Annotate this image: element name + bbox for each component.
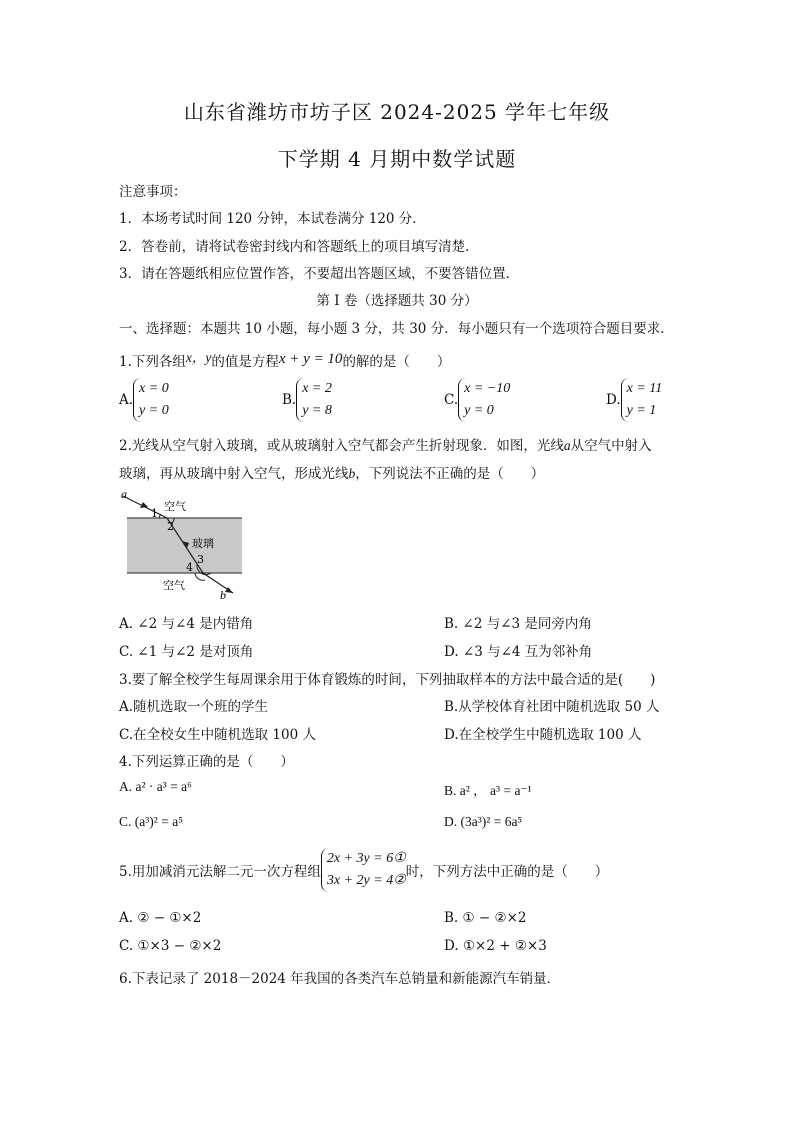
label-glass: 玻璃 [192, 537, 214, 550]
label-air-top: 空气 [164, 500, 186, 513]
q1-option-b[interactable]: B. x = 2 y = 8 [282, 378, 332, 422]
q3-option-d[interactable]: D.在全校学生中随机选取 100 人 [444, 727, 642, 743]
q5-option-a[interactable]: A. ② − ①×2 [119, 910, 202, 926]
notice-item-2: 2．答卷前，请将试卷密封线内和答题纸上的项目填写清楚． [119, 239, 479, 255]
q4-option-c[interactable]: C. (a³)² = a⁵ [119, 814, 183, 829]
q1-stem [119, 346, 450, 370]
q2-option-b[interactable]: B. ∠2 与∠3 是同旁内角 [444, 616, 592, 632]
q1-vars: x，y [185, 350, 212, 365]
q1-option-a[interactable]: A. x = 0 y = 0 [119, 378, 169, 422]
label-angle1: 1 [151, 507, 158, 520]
q2-stem-line2: 玻璃，再从玻璃中射入空气，形成光线b，下列说法不正确的是（ ） [119, 466, 545, 482]
label-angle2: 2 [167, 520, 174, 533]
notice-item-1: 1．本场考试时间 120 分钟，本试卷满分 120 分． [119, 211, 426, 227]
q1-stem-b: 的值是方程 [211, 354, 279, 370]
label-a: a [121, 488, 127, 501]
q5-option-d[interactable]: D. ①×2 + ②×3 [444, 938, 547, 954]
section-instruction: 一、选择题：本题共 10 小题，每小题 3 分，共 30 分．每小题只有一个选项符合题目要求． [119, 321, 674, 337]
q3-stem: 3.要了解全校学生每周课余用于体育锻炼的时间，下列抽取样本的方法中最合适的是( ) [119, 672, 656, 688]
q2-option-d[interactable]: D. ∠3 与∠4 互为邻补角 [444, 644, 593, 660]
label-b: b [220, 588, 226, 602]
q4-option-d[interactable]: D. (3a³)² = 6a⁵ [444, 814, 523, 829]
section-heading: 第 I 卷（选择题共 30 分） [316, 293, 478, 309]
notice-item-3: 3．请在答题纸相应位置作答，不要超出答题区域，不要答错位置． [119, 266, 520, 282]
q2-option-a[interactable]: A. ∠2 与∠4 是内错角 [119, 616, 254, 632]
refraction-figure [115, 488, 245, 603]
q5-option-b[interactable]: B. ① − ②×2 [444, 910, 527, 926]
label-angle3: 3 [197, 553, 204, 566]
q1-stem-c: 的解的是（ ） [342, 354, 451, 370]
q1-option-c[interactable]: C. x = −10 y = 0 [444, 378, 510, 422]
q3-option-a[interactable]: A.随机选取一个班的学生 [119, 699, 269, 715]
doc-title-line1: 山东省潍坊市坊子区 2024-2025 学年七年级 [183, 100, 611, 124]
notice-heading: 注意事项： [119, 184, 187, 200]
q1-equation: x + y = 10 [278, 351, 343, 367]
q2-option-c[interactable]: C. ∠1 与∠2 是对顶角 [119, 644, 254, 660]
q4-option-a[interactable]: A. a² · a³ = a⁶ [119, 779, 192, 794]
q4-stem: 4.下列运算正确的是（ ） [119, 754, 294, 770]
label-angle4: 4 [186, 561, 193, 574]
q6-stem: 6.下表记录了 2018－2024 年我国的各类汽车总销量和新能源汽车销量． [119, 971, 561, 987]
q3-option-b[interactable]: B.从学校体育社团中随机选取 50 人 [444, 699, 660, 715]
q5-stem: 5.用加减消元法解二元一次方程组 2x + 3y = 6① 3x + 2y = 4② 时，下列方法中正确的是（ ） [119, 848, 608, 892]
q4-option-b[interactable]: B. a² ， a³ = a⁻¹ [444, 783, 532, 798]
q5-option-c[interactable]: C. ①×3 − ②×2 [119, 938, 222, 954]
q1-stem-a: 1.下列各组 [119, 354, 186, 370]
doc-title-line2: 下学期 4 月期中数学试题 [277, 147, 517, 171]
q3-option-c[interactable]: C.在全校女生中随机选取 100 人 [119, 727, 316, 743]
q2-stem-line1: 2.光线从空气射入玻璃，或从玻璃射入空气都会产生折射现象．如图，光线a从空气中射入 [119, 438, 652, 454]
label-air-bottom: 空气 [163, 579, 185, 592]
q1-option-d[interactable]: D. x = 11 y = 1 [606, 378, 662, 422]
q5-equation-system: 2x + 3y = 6① 3x + 2y = 4② [321, 848, 406, 892]
